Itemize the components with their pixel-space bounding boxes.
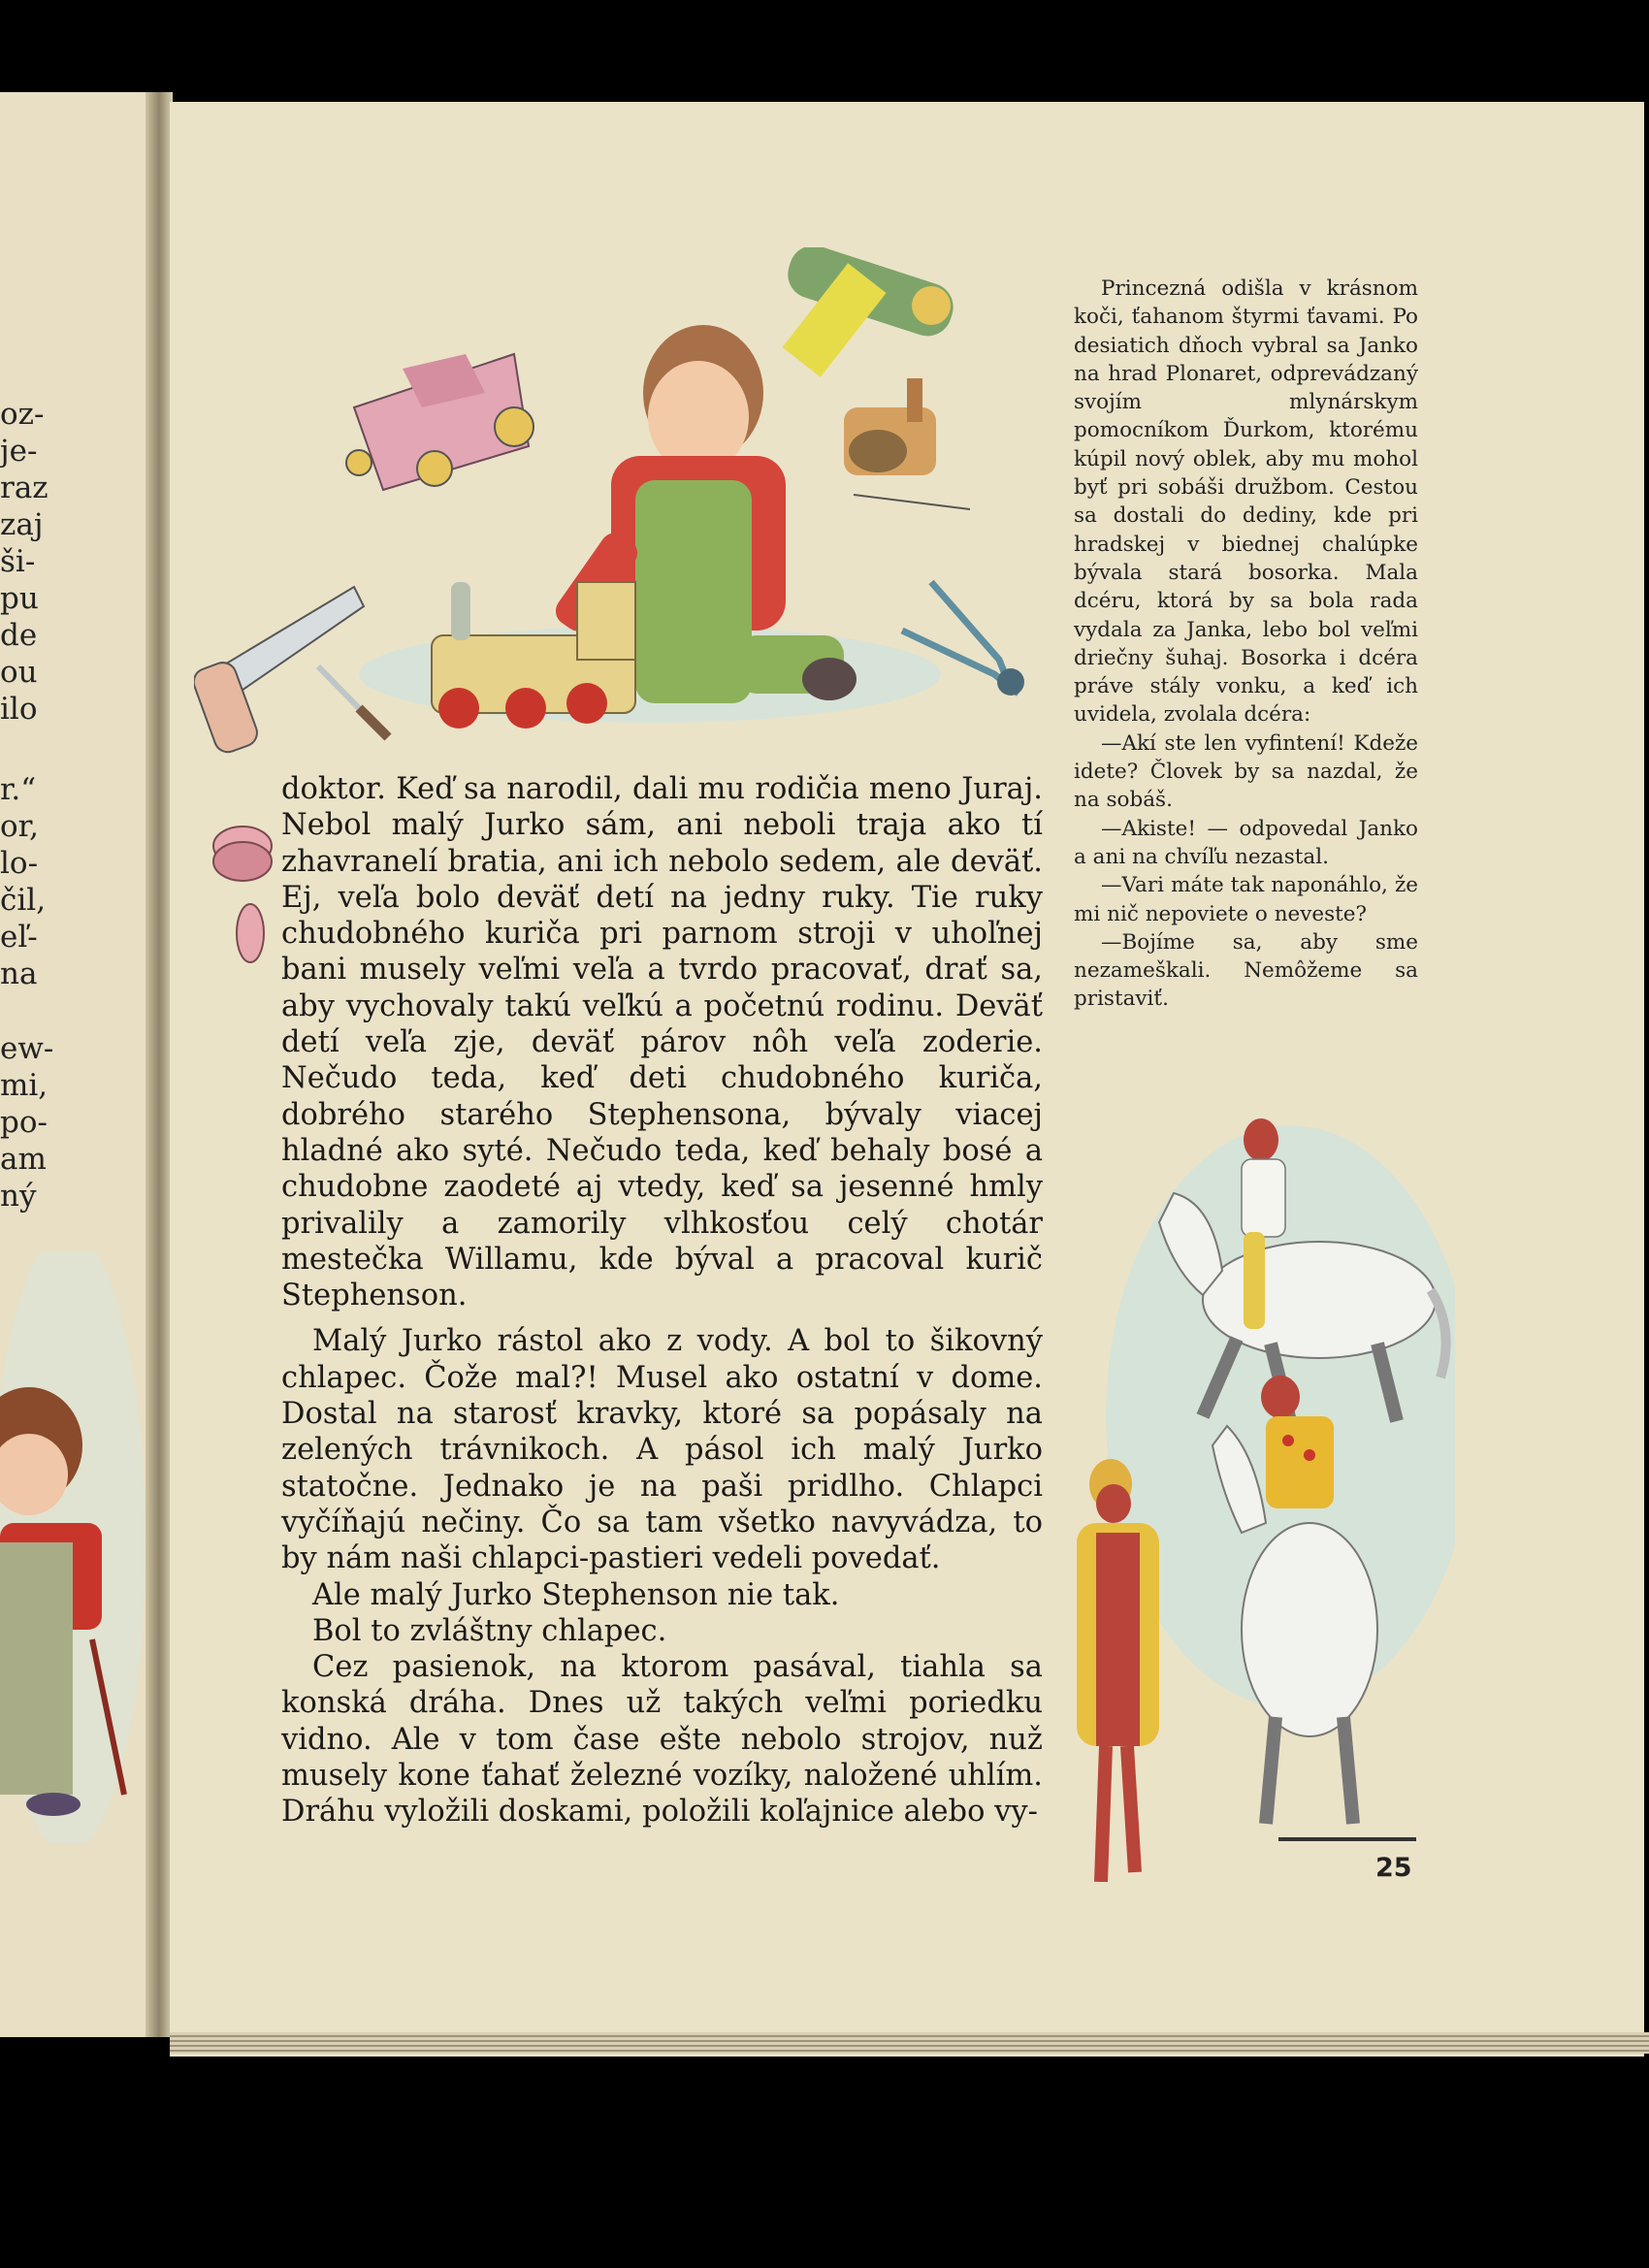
article-paragraph: Bol to zvláštny chlapec.	[312, 1613, 667, 1648]
side-paragraph: —Bojíme sa, aby sme nezameškali. Nemôžeme sa pristaviť.	[1074, 929, 1418, 1012]
fragment: je-	[0, 434, 38, 469]
fragment: eľ-	[0, 920, 38, 955]
article-paragraph: doktor. Keď sa narodil, dali mu rodičia meno Juraj. Nebol malý Jurko sám, ani neboli traja ako tí zhavranelí bratia, ani ich nebolo sedem, ale deväť. Ej, veľa bolo deväť detí na jedny ruky. Tie ruky chudobného kuriča pri parnom stroji v uhoľnej bani musely veľmi veľa a tvrdo pracovať, drať sa, aby vychovaly takú veľkú a početnú rodinu. Deväť detí veľa zje, deväť párov nôh veľa zoderie. Nečudo teda, keď deti chudobného kuriča, dobrého starého Stephensona, bývaly viacej hladné ako syté. Nečudo teda, keď behaly bosé a chudobne zaodeté aj vtedy, keď sa jesenné hmly privalily a zamorily vlhkosťou celý chotár mestečka Willamu, kde býval a pracoval kurič Stephenson.	[281, 772, 1043, 1313]
fragment: po-	[0, 1105, 48, 1140]
fragment: r.“	[0, 772, 37, 807]
page-edges	[170, 2032, 1649, 2054]
fragment: lo-	[0, 846, 39, 881]
grinding-wheels-illustration	[204, 815, 281, 970]
book-spine	[146, 92, 173, 2037]
fragment: pu	[0, 581, 39, 616]
side-paragraph: —Akí ste len vyfintení! Kdeže idete? Človek by sa nazdal, že na sobáš.	[1074, 730, 1418, 813]
article-paragraph: Malý Jurko rástol ako z vody. A bol to šikovný chlapec. Čože mal?! Musel ako ostatní v dome. Dostal na starosť kravky, ktoré sa popásaly na zelených trávnikoch. A pásol ich malý Jurko statočne. Jednako je na paši pridlho. Chlapci vyčíňajú nečiny. Čo sa tam všetko navyvádza, to by nám naši chlapci-pastieri vedeli povedať.	[281, 1324, 1043, 1576]
fragment: or,	[0, 809, 39, 844]
page-number-rule	[1278, 1837, 1416, 1841]
article-paragraph: Cez pasienok, na ktorom pasával, tiahla sa konská dráha. Dnes už takých veľmi poriedku vidno. Ale v tom čase ešte nebolo strojov, nuž musely kone ťahať železné vozíky, naložené uhlím. Dráhu vyložili doskami, položili koľajnice alebo vy-	[281, 1650, 1043, 1830]
side-paragraph: —Akiste! — odpovedal Janko a ani na chvíľu nezastal.	[1074, 816, 1418, 869]
left-boy-illustration	[0, 1251, 146, 1843]
toy-logs	[782, 247, 959, 377]
fragment: ou	[0, 655, 38, 690]
fragment: ši-	[0, 544, 36, 579]
riders-on-horses-illustration	[1067, 1106, 1455, 1882]
toy-locomotive	[432, 582, 635, 729]
fragment: ew-	[0, 1031, 54, 1066]
page-number: 25	[1375, 1853, 1412, 1883]
fragment: na	[0, 956, 38, 991]
fragment: de	[0, 618, 38, 653]
fragment: čil,	[0, 883, 47, 918]
toy-saw	[194, 587, 364, 756]
fragment: raz	[0, 470, 48, 505]
fragment: oz-	[0, 397, 45, 432]
fragment: am	[0, 1142, 47, 1177]
side-story-text	[1074, 275, 1418, 1014]
article-text	[281, 771, 1043, 1831]
fragment: mi,	[0, 1068, 48, 1103]
article-paragraph: Ale malý Jurko Stephenson nie tak.	[312, 1577, 840, 1612]
fragment: zaj	[0, 507, 44, 542]
side-paragraph: —Vari máte tak naponáhlo, že mi nič nepoviete o neveste?	[1074, 873, 1418, 926]
toy-car	[346, 354, 534, 490]
side-paragraph: Princezná odišla v krásnom koči, ťahanom štyrmi ťavami. Po desiatich dňoch vybral sa Janko na hrad Plonaret, odprevádzaný svojím mlynárskym pomocníkom Ďurkom, ktorému kúpil nový oblek, aby mu mohol byť pri sobáši družbom. Cestou sa dostali do dediny, kde pri hradskej v biednej chalúpke bývala stará bosorka. Mala dcéru, ktorá by sa bola rada vydala za Janka, lebo bol veľmi driečny šuhaj. Bosorka i dcéra práve stály vonku, a keď ich uvidela, zvolala dcéra:	[1074, 276, 1418, 728]
boy-with-toys-illustration	[194, 247, 1067, 757]
fragment: ný	[0, 1179, 37, 1214]
toy-wagon	[844, 378, 970, 509]
fragment: ilo	[0, 692, 38, 727]
